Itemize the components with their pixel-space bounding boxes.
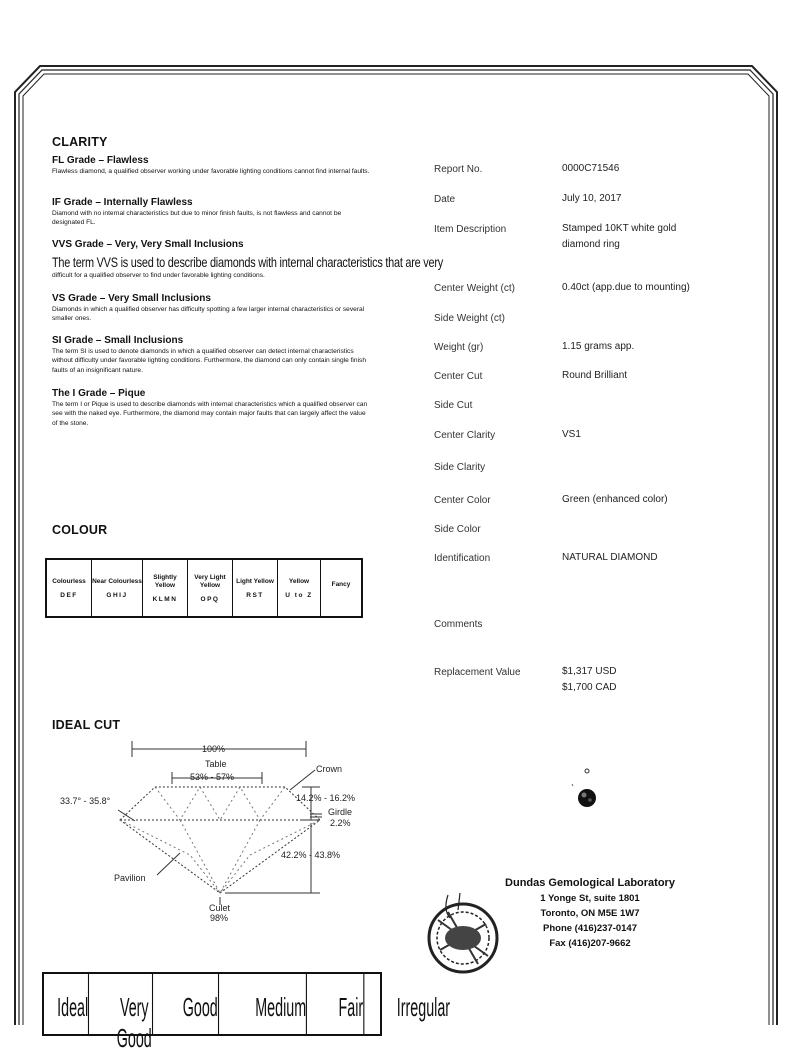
colour-grades: OPQ	[200, 595, 220, 603]
clarity-grade-if	[52, 197, 372, 228]
grade-title: IF Grade – Internally Flawless	[52, 197, 193, 208]
field-label-replacement-value: Replacement Value	[434, 667, 521, 678]
colour-label: Near Colourless	[92, 577, 142, 585]
field-value-identification: NATURAL DIAMOND	[562, 552, 658, 563]
polish-cell: Irregular	[396, 992, 450, 1022]
cut-culet-value: 98%	[210, 913, 229, 923]
polish-cell: Very Good	[117, 974, 153, 1034]
field-label-identification: Identification	[434, 553, 491, 564]
field-label-center-weight: Center Weight (ct)	[434, 283, 515, 294]
cut-crown-angle: 33.7° - 35.8°	[60, 796, 111, 806]
clarity-grade-si	[52, 335, 372, 375]
grade-title: The I Grade – Pique	[52, 388, 146, 399]
grade-desc: The term I or Pique is used to describe diamonds with internal characteristics which a qualified observer can see with the naked eye. Furthermore, the diamond may contain major faults that can largely affect the value of the stone.	[52, 401, 368, 427]
lab-name: Dundas Gemological Laboratory	[505, 877, 675, 889]
colour-cell	[188, 559, 233, 617]
field-label-center-cut: Center Cut	[434, 371, 483, 382]
clarity-grade-fl	[52, 155, 372, 176]
grade-desc: The term SI is used to denote diamonds in which a qualified observer can detect internal characteristics without difficulty under favorable lighting conditions. Furthermore, the diamond can only contain single finish faults of an insignificant nature.	[52, 348, 366, 374]
grade-title: FL Grade – Flawless	[52, 155, 149, 166]
colour-heading: COLOUR	[52, 523, 108, 537]
ideal-cut-heading: IDEAL CUT	[52, 718, 121, 732]
cut-pavilion-label: Pavilion	[114, 873, 146, 883]
field-value-replacement-usd: $1,317 USD	[562, 666, 617, 677]
lab-fax: Fax (416)207-9662	[549, 938, 631, 949]
field-value-center-cut: Round Brilliant	[562, 370, 628, 381]
field-label-weight-gr: Weight (gr)	[434, 342, 484, 353]
field-label-side-clarity: Side Clarity	[434, 462, 486, 473]
grade-desc: difficult for a qualified observer to find under favorable lighting conditions.	[52, 272, 265, 279]
polish-cell: Ideal	[57, 974, 89, 1034]
field-value-center-weight: 0.40ct (app.due to mounting)	[562, 282, 690, 293]
colour-cell	[92, 559, 143, 617]
cut-culet-label: Culet	[209, 903, 231, 913]
grade-title: SI Grade – Small Inclusions	[52, 335, 184, 346]
colour-grades: RST	[246, 591, 264, 599]
grade-title: VS Grade – Very Small Inclusions	[52, 293, 211, 304]
cut-girdle-value: 2.2%	[330, 818, 351, 828]
grade-desc-large: The term VVS is used to describe diamonds with internal characteristics that are very	[52, 254, 444, 270]
field-label-date: Date	[434, 194, 456, 205]
colour-grades: GHIJ	[106, 591, 128, 599]
grade-title: VVS Grade – Very, Very Small Inclusions	[52, 239, 244, 250]
colour-cell	[46, 559, 92, 617]
lab-phone: Phone (416)237-0147	[543, 923, 637, 934]
colour-label: Yellow	[288, 577, 310, 585]
clarity-heading: CLARITY	[52, 135, 108, 149]
colour-cell	[143, 559, 188, 617]
clarity-grade-i	[52, 388, 372, 428]
field-label-item-description: Item Description	[434, 224, 507, 235]
field-label-center-clarity: Center Clarity	[434, 430, 496, 441]
field-value-item-description: Stamped 10KT white gold	[562, 223, 677, 234]
clarity-grade-vvs	[52, 239, 444, 280]
field-value-report-no: 0000C71546	[562, 163, 620, 174]
cut-crown-label: Crown	[316, 764, 343, 774]
colour-grades: DEF	[60, 591, 78, 599]
colour-label: Slightly Yellow	[153, 573, 177, 589]
ring-photo	[560, 762, 620, 822]
polish-cell: Fair	[339, 974, 365, 1034]
colour-label: Fancy	[331, 581, 351, 588]
cut-pavilion-depth: 42.2% - 43.8%	[281, 850, 341, 860]
field-value-weight-gr: 1.15 grams app.	[562, 341, 635, 352]
colour-label: Colourless	[52, 577, 86, 585]
field-value-center-color: Green (enhanced color)	[562, 494, 668, 505]
lab-info	[470, 877, 710, 949]
field-label-side-weight: Side Weight (ct)	[434, 313, 505, 324]
field-label-comments: Comments	[434, 619, 483, 630]
field-label-side-cut: Side Cut	[434, 400, 473, 411]
grade-desc: Diamond with no internal characteristics but due to minor finish faults, is not flawless and cannot be designated FL.	[52, 210, 342, 227]
cut-total-width: 100%	[202, 744, 226, 754]
cut-girdle-label: Girdle	[328, 807, 353, 817]
colour-cell	[233, 559, 278, 617]
grade-desc: Diamonds in which a qualified observer has difficulty spotting a few larger internal characteristics or several smaller ones.	[52, 306, 365, 323]
colour-grades: KLMN	[152, 595, 178, 603]
colour-label: Light Yellow	[236, 577, 274, 585]
field-value-item-description-2: diamond ring	[562, 239, 620, 250]
field-value-center-clarity: VS1	[562, 429, 581, 440]
field-label-center-color: Center Color	[434, 495, 491, 506]
colour-label: Very Light Yellow	[194, 573, 226, 589]
field-label-report-no: Report No.	[434, 164, 483, 175]
clarity-grade-vs	[52, 293, 372, 324]
field-label-side-color: Side Color	[434, 524, 481, 535]
polish-cell: Good	[183, 974, 219, 1034]
colour-scale-table	[45, 558, 363, 618]
lab-address-2: Toronto, ON M5E 1W7	[540, 908, 640, 919]
colour-grades: U to Z	[285, 591, 313, 599]
lab-address-1: 1 Yonge St, suite 1801	[540, 893, 640, 904]
cut-table-label: Table	[205, 759, 227, 769]
grade-desc: Flawless diamond, a qualified observer working under favorable lighting conditions cannot find internal faults.	[52, 168, 370, 175]
field-value-date: July 10, 2017	[562, 193, 622, 204]
polish-cell: Medium	[255, 974, 307, 1034]
field-value-replacement-cad: $1,700 CAD	[562, 682, 617, 693]
colour-cell	[321, 559, 363, 617]
colour-cell	[278, 559, 321, 617]
polish-scale	[42, 972, 450, 1053]
cut-crown-height: 14.2% - 16.2%	[296, 793, 356, 803]
cut-table-range: 53% - 57%	[190, 772, 235, 782]
